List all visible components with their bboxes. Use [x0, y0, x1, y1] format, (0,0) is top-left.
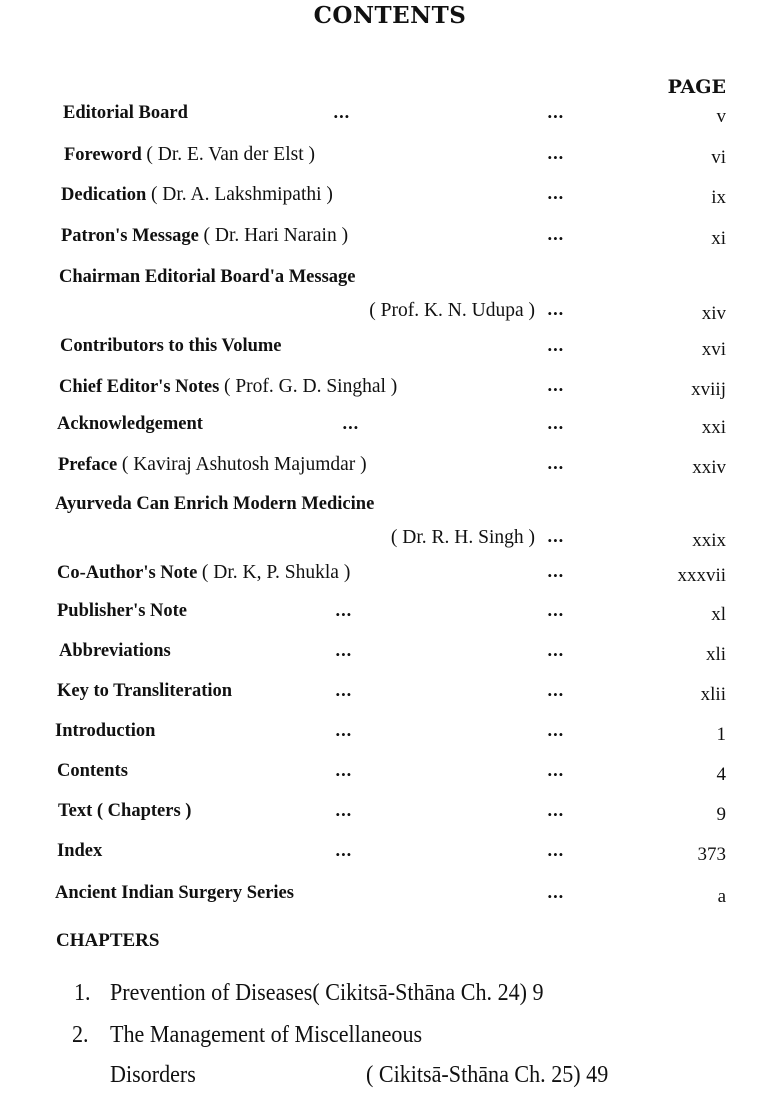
entry-title-text: Abbreviations: [59, 641, 171, 661]
toc-entry: [0, 454, 780, 484]
entry-author: ( Dr. R. H. Singh ): [390, 527, 535, 548]
entry-author: ( Dr. E. Van der Elst ): [146, 144, 315, 165]
entry-title-text: Publisher's Note: [57, 601, 188, 621]
entry-title: [63, 103, 188, 124]
toc-entry-continuation: [0, 300, 780, 330]
entry-author: ( Dr. A. Lakshmipathi ): [150, 184, 333, 205]
toc-entry: [0, 144, 780, 174]
entry-title: [55, 721, 155, 742]
page-number: 373: [697, 844, 726, 865]
page-title: CONTENTS: [313, 2, 467, 29]
entry-author: ( Dr. K, P. Shukla ): [201, 562, 351, 583]
toc-entry: [0, 761, 780, 791]
leader-dots: ...: [335, 721, 352, 740]
leader-dots: ...: [333, 103, 350, 122]
entry-title: [60, 336, 282, 357]
leader-dots: ...: [547, 883, 564, 902]
page-number: xl: [711, 604, 726, 625]
toc-entry-continuation: [0, 527, 780, 557]
entry-title: [61, 184, 333, 206]
entry-title: [57, 601, 187, 622]
entry-title: [57, 562, 350, 584]
leader-dots: ...: [547, 225, 564, 244]
entry-title-text: Index: [57, 841, 103, 861]
entry-title: [61, 225, 348, 247]
toc-entry: [0, 562, 780, 592]
entry-title: [57, 841, 102, 862]
toc-entry: [0, 883, 780, 913]
page-number: xvi: [701, 339, 726, 360]
toc-entry: [0, 414, 780, 444]
leader-dots: ...: [335, 801, 352, 820]
toc-entry: [0, 801, 780, 831]
chapters-heading: CHAPTERS: [56, 930, 160, 951]
leader-dots: ...: [547, 801, 564, 820]
entry-title: [59, 376, 397, 398]
page-number: xli: [705, 644, 726, 665]
entry-title-text: Text ( Chapters ): [58, 801, 192, 821]
leader-dots: ...: [335, 601, 352, 620]
entry-title-text: Co-Author's Note: [57, 563, 198, 583]
chapter-reference: ( Cikitsā-Sthāna Ch. 25) 49: [366, 1062, 609, 1088]
toc-entry: [0, 336, 780, 366]
chapter-title: The Management of Miscellaneous: [110, 1022, 423, 1048]
chapter-number: 2.: [72, 1022, 89, 1048]
entry-title-text: Dedication: [61, 185, 147, 205]
leader-dots: ...: [342, 414, 359, 433]
leader-dots: ...: [547, 721, 564, 740]
entry-title-text: Acknowledgement: [57, 414, 203, 434]
leader-dots: ...: [547, 414, 564, 433]
entry-title-text: Contributors to this Volume: [60, 336, 282, 356]
toc-entry: [0, 681, 780, 711]
page-column-header: PAGE: [667, 76, 726, 98]
entry-title: [58, 454, 367, 476]
leader-dots: ...: [547, 454, 564, 473]
page-number: xxiv: [692, 457, 726, 478]
leader-dots: ...: [335, 841, 352, 860]
entry-title-text: Ancient Indian Surgery Series: [55, 883, 294, 903]
toc-entry: [0, 184, 780, 214]
toc-entry: [0, 721, 780, 751]
toc-entry: [0, 494, 780, 524]
chapter-number: 1.: [74, 980, 91, 1006]
toc-entry: [0, 841, 780, 871]
entry-title: [57, 761, 128, 782]
page-number: xi: [711, 228, 726, 249]
leader-dots: ...: [335, 641, 352, 660]
entry-title-text: Chief Editor's Notes: [59, 377, 220, 397]
entry-title-text: Preface: [58, 455, 118, 475]
leader-dots: ...: [335, 681, 352, 700]
page-number: v: [716, 106, 726, 127]
leader-dots: ...: [547, 562, 564, 581]
entry-title: [57, 681, 232, 702]
page-number: xviij: [691, 379, 726, 400]
entry-title: [57, 414, 203, 435]
page-number: xxix: [692, 530, 726, 551]
leader-dots: ...: [547, 103, 564, 122]
page-number: vi: [711, 147, 726, 168]
entry-author: ( Prof. G. D. Singhal ): [223, 376, 398, 397]
entry-title: [59, 641, 171, 662]
leader-dots: ...: [547, 184, 564, 203]
entry-author: ( Kaviraj Ashutosh Majumdar ): [121, 454, 367, 475]
leader-dots: ...: [547, 300, 564, 319]
page-number: 1: [716, 724, 726, 745]
page-number: xxxvii: [677, 565, 726, 586]
entry-title-text: Patron's Message: [61, 226, 199, 246]
leader-dots: ...: [547, 601, 564, 620]
entry-title-text: Key to Transliteration: [57, 681, 233, 701]
chapter-title: Disorders: [110, 1062, 196, 1088]
page-number: 4: [716, 764, 726, 785]
page-number: xiv: [701, 303, 726, 324]
page-number: ix: [711, 187, 726, 208]
entry-title: [55, 494, 374, 515]
leader-dots: ...: [547, 761, 564, 780]
toc-entry: [0, 225, 780, 255]
leader-dots: ...: [547, 641, 564, 660]
toc-entry: [0, 103, 780, 133]
chapter-title: Prevention of Diseases( Cikitsā-Sthāna Ch. 24) 9: [110, 980, 544, 1006]
leader-dots: ...: [547, 376, 564, 395]
leader-dots: ...: [547, 336, 564, 355]
toc-entry: [0, 601, 780, 631]
entry-title-text: Chairman Editorial Board'a Message: [59, 267, 356, 287]
entry-title: [64, 144, 315, 166]
toc-entry: [0, 267, 780, 297]
entry-title-text: Introduction: [55, 721, 156, 741]
entry-title-text: Contents: [57, 761, 128, 781]
entry-title-text: Editorial Board: [63, 103, 188, 123]
page-number: a: [717, 886, 726, 907]
entry-title: [58, 801, 191, 822]
entry-title-text: Foreword: [64, 145, 142, 165]
page-number: 9: [716, 804, 726, 825]
entry-title: [59, 267, 356, 288]
page-number: xxi: [701, 417, 726, 438]
leader-dots: ...: [547, 841, 564, 860]
entry-title: [55, 883, 294, 904]
toc-entry: [0, 376, 780, 406]
entry-title-text: Ayurveda Can Enrich Modern Medicine: [55, 494, 375, 514]
entry-author: ( Dr. Hari Narain ): [203, 225, 349, 246]
toc-entry: [0, 641, 780, 671]
leader-dots: ...: [547, 144, 564, 163]
leader-dots: ...: [335, 761, 352, 780]
entry-author: ( Prof. K. N. Udupa ): [369, 300, 535, 321]
page-number: xlii: [700, 684, 726, 705]
leader-dots: ...: [547, 527, 564, 546]
leader-dots: ...: [547, 681, 564, 700]
